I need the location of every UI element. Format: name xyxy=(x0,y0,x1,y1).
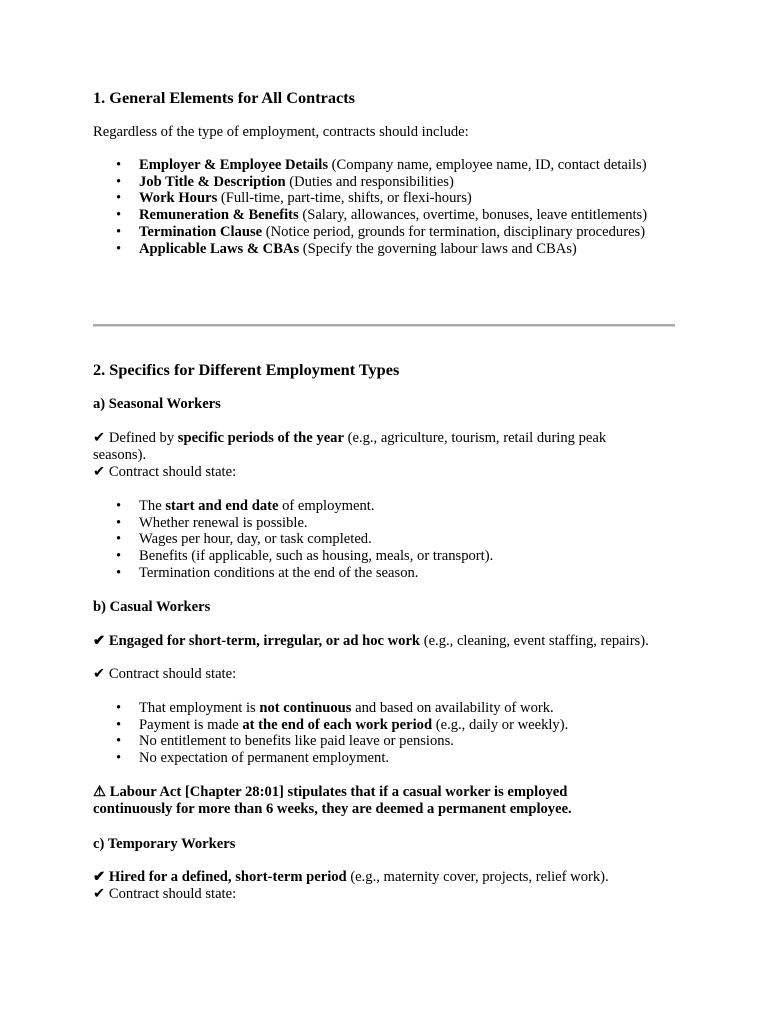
section-2-heading: 2. Specifics for Different Employment Types xyxy=(93,360,400,379)
seasonal-heading: a) Seasonal Workers xyxy=(93,396,221,412)
labour-act-warning: ⚠ Labour Act [Chapter 28:01] stipulates that if a casual worker is employed continuously for more than 6 weeks, they are deemed a permanent employee. xyxy=(93,784,572,817)
temporary-heading: c) Temporary Workers xyxy=(93,836,236,852)
list-item: • Payment is made at the end of each work period (e.g., daily or weekly). xyxy=(93,717,653,734)
list-item: • Termination conditions at the end of the season. xyxy=(93,565,653,582)
seasonal-contract-state: ✔ Contract should state: xyxy=(93,464,237,480)
list-item: • That employment is not continuous and based on availability of work. xyxy=(93,700,653,717)
casual-list xyxy=(93,700,653,767)
section-1-intro: Regardless of the type of employment, contracts should include: xyxy=(93,124,469,140)
temporary-definition: ✔ Hired for a defined, short-term period (e.g., maternity cover, projects, relief work). xyxy=(93,869,609,885)
list-item: • Work Hours (Full-time, part-time, shifts, or flexi-hours) xyxy=(93,190,653,207)
seasonal-definition: ✔ Defined by specific periods of the year (e.g., agriculture, tourism, retail during peak seasons). xyxy=(93,430,607,463)
list-item: • Applicable Laws & CBAs (Specify the governing labour laws and CBAs) xyxy=(93,241,653,258)
section-1-heading: 1. General Elements for All Contracts xyxy=(93,88,355,107)
general-elements-list xyxy=(93,157,653,257)
list-item: • Termination Clause (Notice period, grounds for termination, disciplinary procedures) xyxy=(93,224,653,241)
casual-contract-state: ✔ Contract should state: xyxy=(93,666,237,682)
list-item: • No expectation of permanent employment. xyxy=(93,750,653,767)
list-item: • Benefits (if applicable, such as housing, meals, or transport). xyxy=(93,548,653,565)
seasonal-list xyxy=(93,498,653,582)
list-item: • Wages per hour, day, or task completed. xyxy=(93,531,653,548)
casual-definition: ✔ Engaged for short-term, irregular, or ad hoc work (e.g., cleaning, event staffing, repairs). xyxy=(93,633,649,649)
list-item: • Remuneration & Benefits (Salary, allowances, overtime, bonuses, leave entitlements) xyxy=(93,207,653,224)
temporary-contract-state: ✔ Contract should state: xyxy=(93,886,237,902)
list-item: • Job Title & Description (Duties and responsibilities) xyxy=(93,174,653,191)
list-item: • No entitlement to benefits like paid leave or pensions. xyxy=(93,733,653,750)
casual-heading: b) Casual Workers xyxy=(93,599,211,615)
list-item: • Whether renewal is possible. xyxy=(93,515,653,532)
horizontal-rule xyxy=(93,324,675,327)
list-item: • Employer & Employee Details (Company name, employee name, ID, contact details) xyxy=(93,157,653,174)
list-item: • The start and end date of employment. xyxy=(93,498,653,515)
